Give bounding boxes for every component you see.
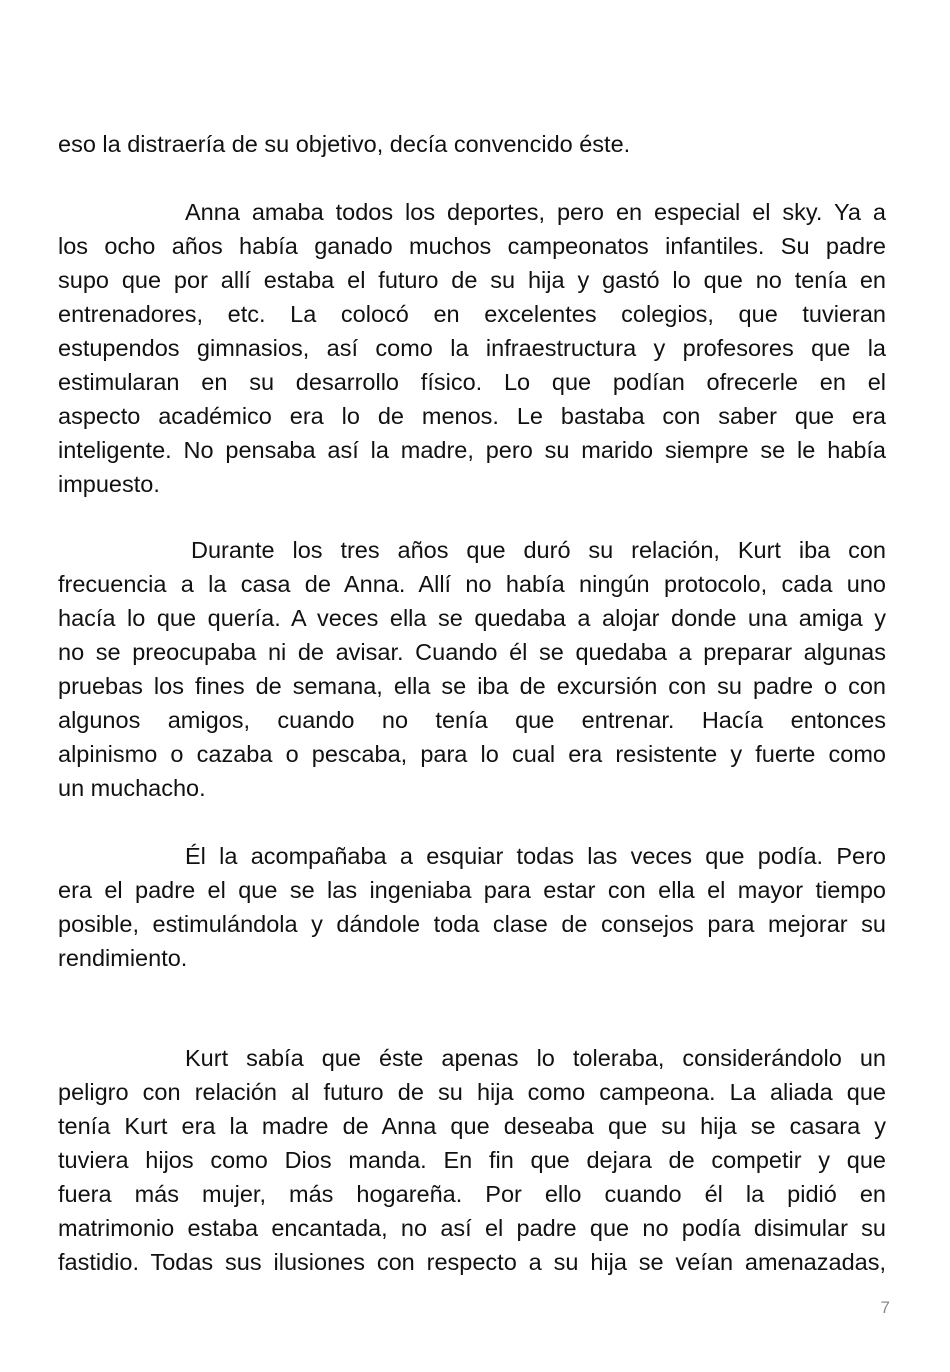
text-line: tuviera hijos como Dios manda. En fin que dejara de competir y que bbox=[58, 1147, 886, 1173]
text-line: eso la distraería de su objetivo, decía convencido éste. bbox=[58, 131, 631, 157]
text-line: un muchacho. bbox=[58, 775, 206, 801]
text-line: Kurt sabía que éste apenas lo toleraba, considerándolo un bbox=[185, 1045, 886, 1071]
text-line: inteligente. No pensaba así la madre, pero su marido siempre se le había bbox=[58, 437, 886, 463]
text-line: impuesto. bbox=[58, 471, 160, 497]
text-line: pruebas los fines de semana, ella se iba de excursión con su padre o con bbox=[58, 673, 886, 699]
text-line: rendimiento. bbox=[58, 945, 188, 971]
text-line: alpinismo o cazaba o pescaba, para lo cual era resistente y fuerte como bbox=[58, 741, 886, 767]
text-line: aspecto académico era lo de menos. Le bastaba con saber que era bbox=[58, 403, 886, 429]
text-line: Durante los tres años que duró su relación, Kurt iba con bbox=[191, 537, 886, 563]
text-line: tenía Kurt era la madre de Anna que deseaba que su hija se casara y bbox=[58, 1113, 886, 1139]
text-line: estimularan en su desarrollo físico. Lo que podían ofrecerle en el bbox=[58, 369, 886, 395]
text-line: frecuencia a la casa de Anna. Allí no había ningún protocolo, cada uno bbox=[58, 571, 886, 597]
text-line: Anna amaba todos los deportes, pero en especial el sky. Ya a bbox=[185, 199, 886, 225]
text-line: los ocho años había ganado muchos campeonatos infantiles. Su padre bbox=[58, 233, 886, 259]
text-line: era el padre el que se las ingeniaba para estar con ella el mayor tiempo bbox=[58, 877, 886, 903]
text-line: estupendos gimnasios, así como la infraestructura y profesores que la bbox=[58, 335, 886, 361]
text-line: peligro con relación al futuro de su hija como campeona. La aliada que bbox=[58, 1079, 886, 1105]
text-line: algunos amigos, cuando no tenía que entrenar. Hacía entonces bbox=[58, 707, 886, 733]
text-line: matrimonio estaba encantada, no así el padre que no podía disimular su bbox=[58, 1215, 886, 1241]
text-line: fastidio. Todas sus ilusiones con respecto a su hija se veían amenazadas, bbox=[58, 1249, 886, 1275]
text-line: posible, estimulándola y dándole toda clase de consejos para mejorar su bbox=[58, 911, 886, 937]
text-line: hacía lo que quería. A veces ella se quedaba a alojar donde una amiga y bbox=[58, 605, 886, 631]
text-line: entrenadores, etc. La colocó en excelentes colegios, que tuvieran bbox=[58, 301, 886, 327]
text-line: no se preocupaba ni de avisar. Cuando él se quedaba a preparar algunas bbox=[58, 639, 886, 665]
text-line: supo que por allí estaba el futuro de su hija y gastó lo que no tenía en bbox=[58, 267, 886, 293]
text-line: Él la acompañaba a esquiar todas las veces que podía. Pero bbox=[185, 843, 886, 869]
page-number: 7 bbox=[880, 1298, 890, 1317]
text-line: fuera más mujer, más hogareña. Por ello cuando él la pidió en bbox=[58, 1181, 886, 1207]
